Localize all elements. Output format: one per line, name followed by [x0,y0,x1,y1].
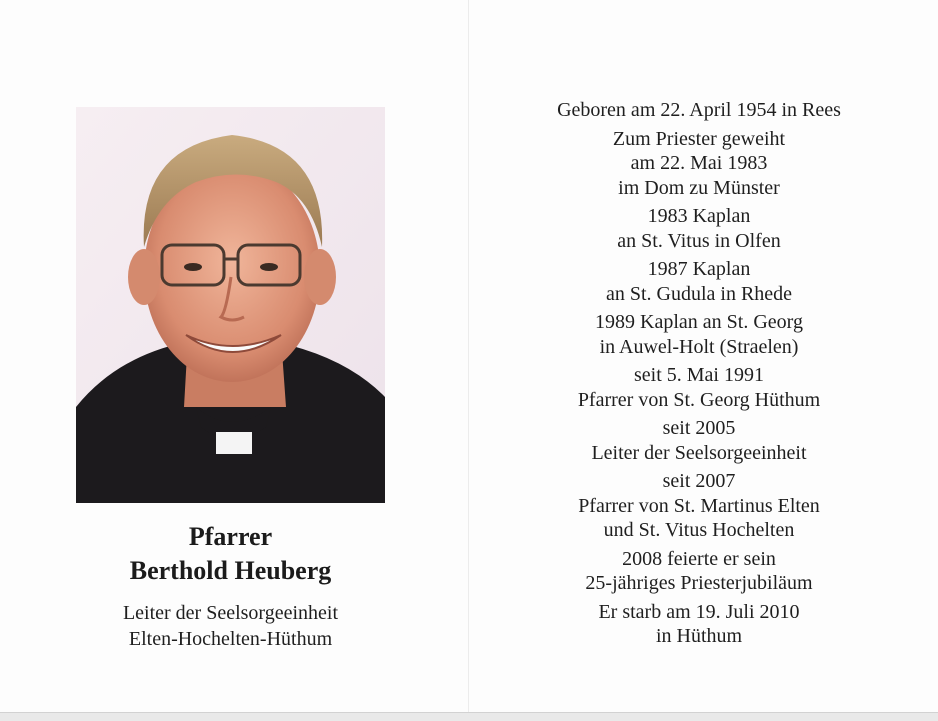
role-line: Leiter der Seelsorgeeinheit [122,602,339,624]
bio-entry [500,98,898,123]
scan-edge [0,712,938,721]
bio-line: seit 2005 [662,417,736,439]
person-name: Berthold Heuberg [129,556,332,585]
bio-entry [500,600,898,649]
bio-line: Pfarrer von St. Georg Hüthum [577,388,821,411]
bio-entry [500,127,898,201]
bio-line: Er starb am 19. Juli 2010 [598,600,800,623]
bio-entry [500,310,898,359]
bio-line: 2008 feierte er sein [622,547,776,570]
bio-entry [500,257,898,306]
bio-line: an St. Vitus in Olfen [617,229,781,252]
portrait-photo [76,107,385,503]
biography [500,98,898,653]
bio-line: 1987 Kaplan [647,258,751,280]
person-title: Pfarrer [188,522,273,551]
person-role [76,600,385,652]
role-line: Elten-Hochelten-Hüthum [128,628,333,650]
bio-line: in Auwel-Holt (Straelen) [599,335,799,358]
bio-line: im Dom zu Münster [618,176,780,199]
bio-line: an St. Gudula in Rhede [605,282,793,305]
bio-line: Pfarrer von St. Martinus Elten [578,494,820,517]
bio-line: Leiter der Seelsorgeeinheit [591,441,807,464]
bio-entry [500,547,898,596]
bio-line: und St. Vitus Hochelten [603,519,795,541]
bio-entry [500,204,898,253]
bio-entry [500,416,898,465]
bio-line: am 22. Mai 1983 [630,152,768,174]
bio-entry [500,363,898,412]
bio-line: 1989 Kaplan an St. Georg [595,311,803,333]
bio-line: 25-jähriges Priesterjubiläum [585,572,813,594]
bio-line: in Hüthum [655,625,743,647]
bio-line: seit 2007 [662,470,736,492]
bio-line: 1983 Kaplan [647,205,751,227]
bio-line: Zum Priester geweiht [612,127,786,150]
bio-line: seit 5. Mai 1991 [634,364,764,386]
card-fold-line [468,0,469,712]
name-block [76,520,385,652]
bio-entry [500,469,898,543]
bio-line: Geboren am 22. April 1954 in Rees [557,99,841,121]
